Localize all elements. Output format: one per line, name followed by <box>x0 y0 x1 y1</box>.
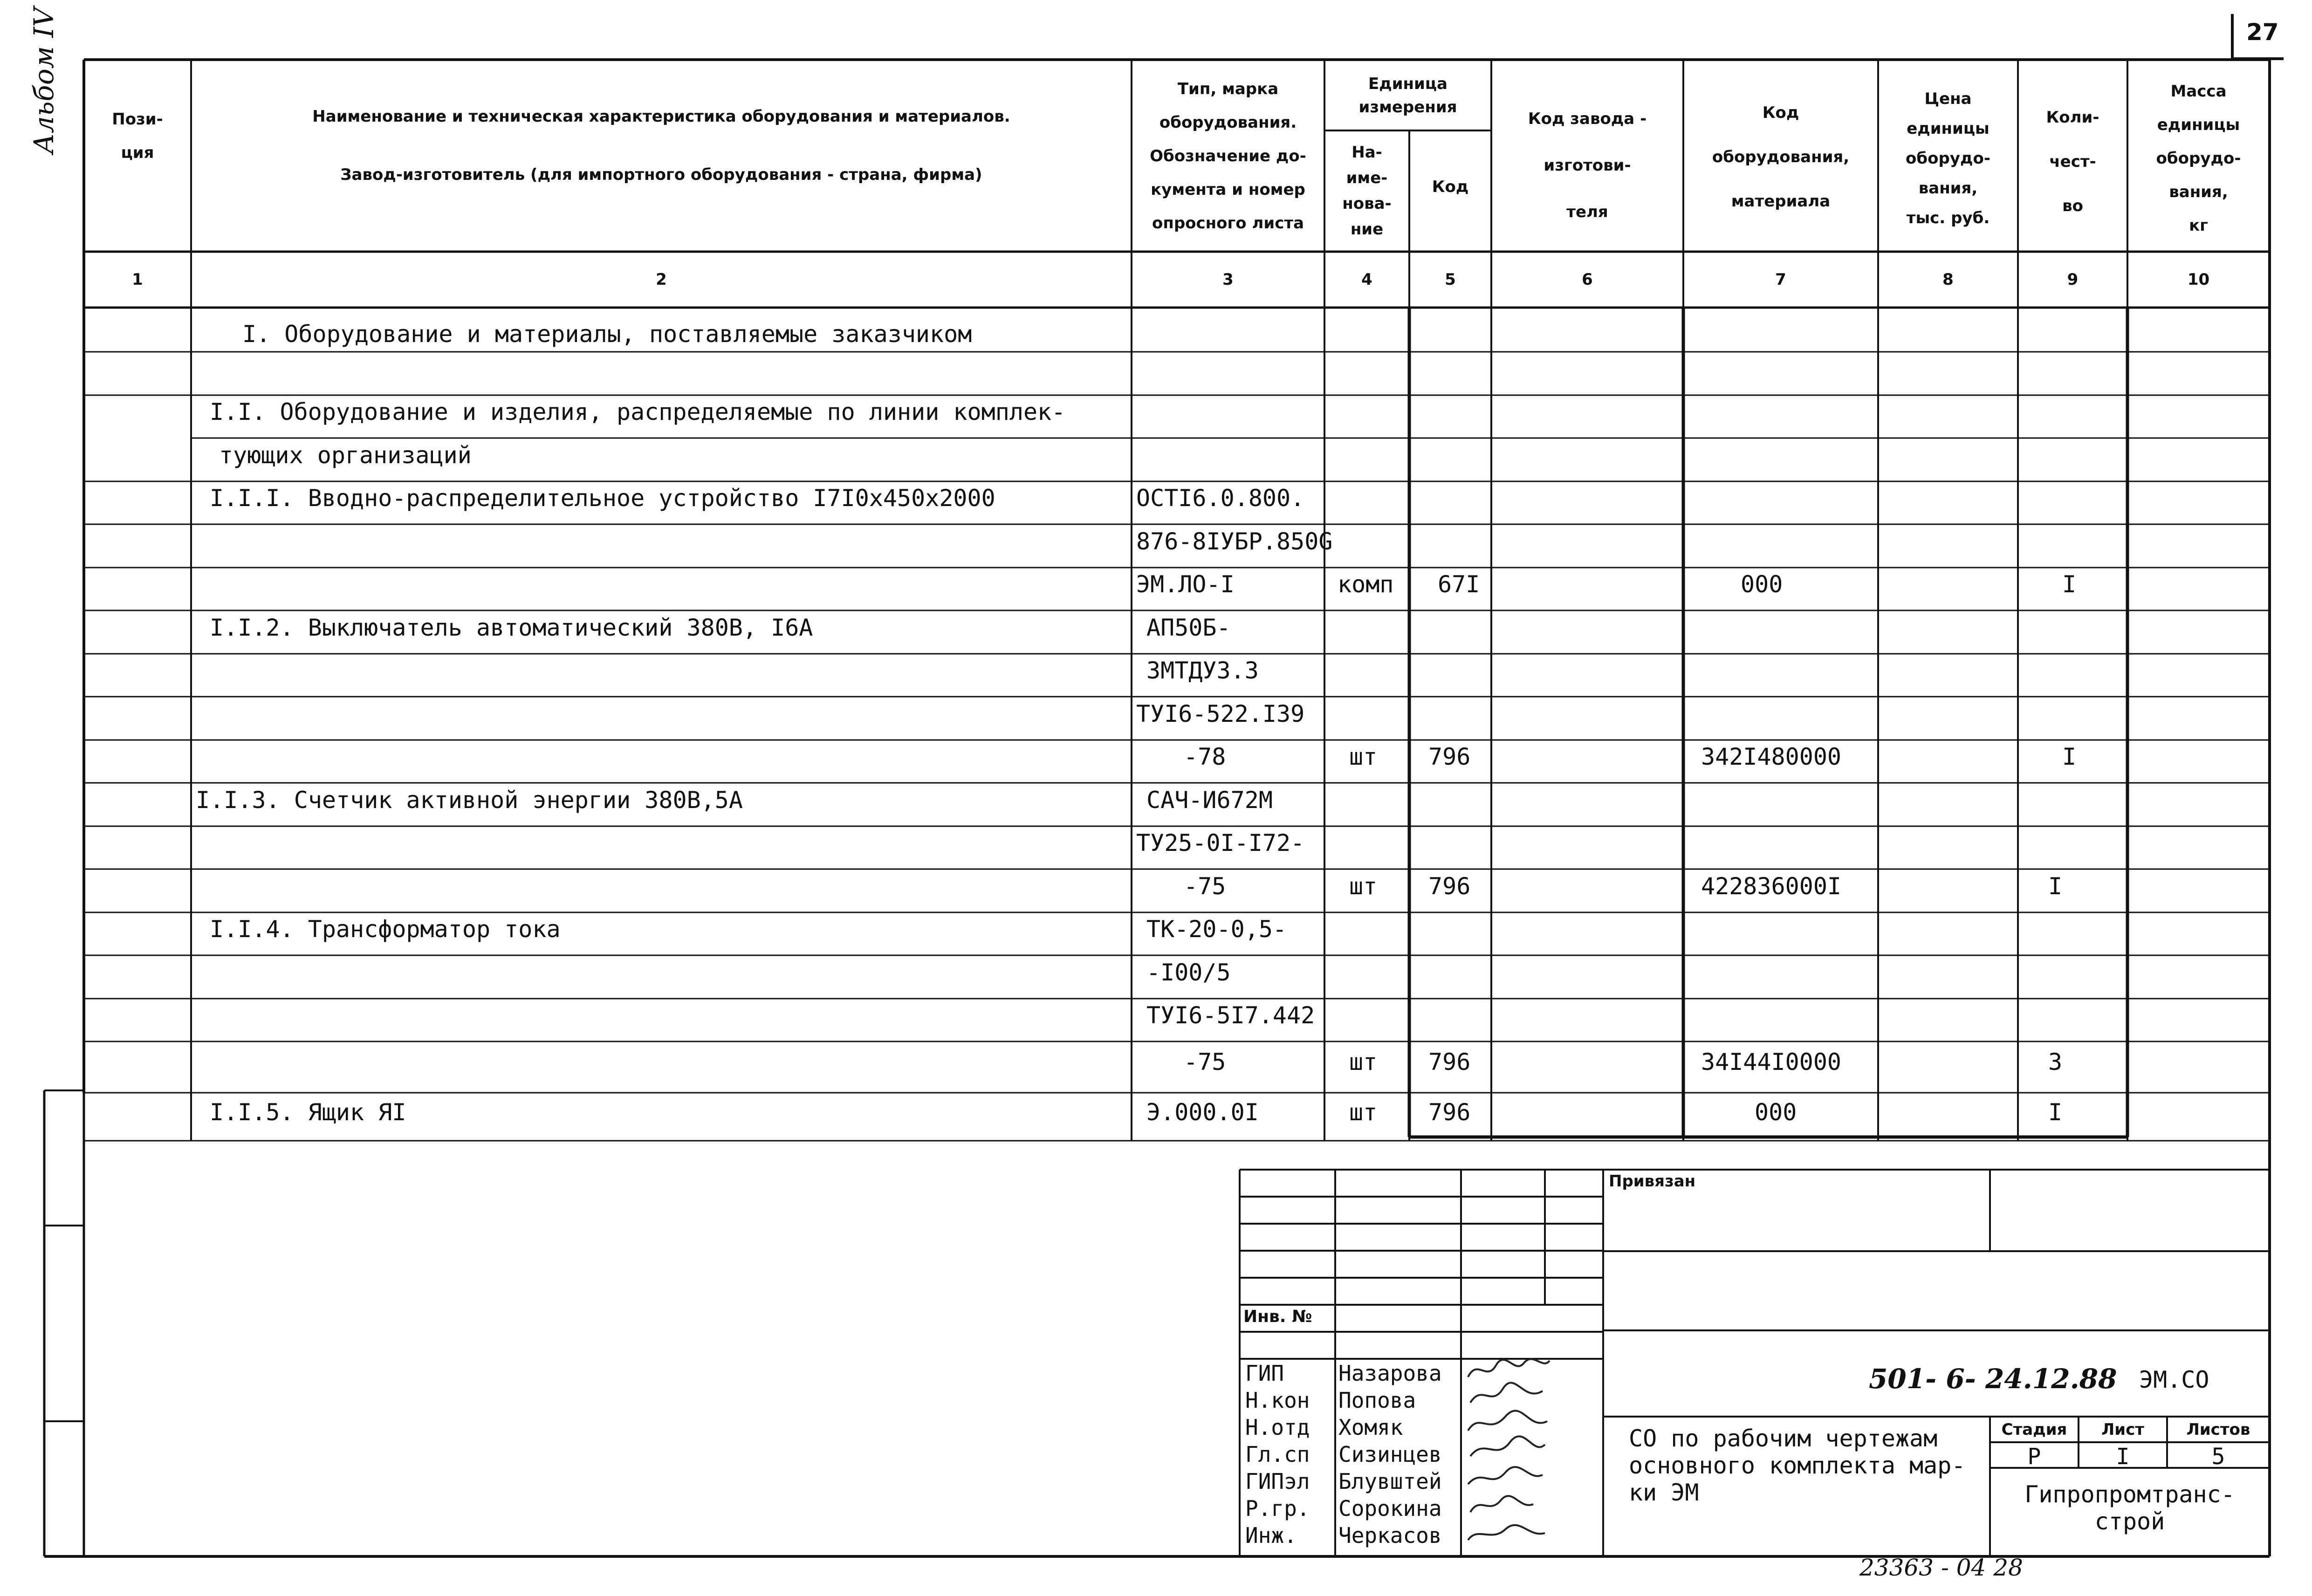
item-type: 3МТДУ3.3 <box>1146 657 1259 684</box>
inventory-number-label: Инв. № <box>1243 1307 1312 1326</box>
sheet-label: Лист <box>2101 1420 2144 1439</box>
header-type: Тип, марка оборудования. Обозначение до- кумента и номер опросного листа <box>1150 80 1306 233</box>
item-type: -78 <box>1184 743 1226 770</box>
col-number: 5 <box>1445 270 1456 289</box>
document-title: СО по рабочим чертежам основного комплекта мар- ки ЭМ <box>1629 1425 1966 1506</box>
role-n-otd: Н.отд <box>1245 1415 1310 1440</box>
sheets-value: 5 <box>2211 1444 2225 1470</box>
unit-name: шт <box>1349 873 1378 900</box>
item-type: ТУ25-0I-I72- <box>1136 829 1305 856</box>
unit-name: комп <box>1338 571 1394 598</box>
item-type: ТК-20-0,5- <box>1146 916 1287 943</box>
col-number: 6 <box>1582 270 1593 289</box>
item-type: -75 <box>1184 873 1226 900</box>
unit-code: 796 <box>1428 873 1471 900</box>
sheets-label: Листов <box>2186 1420 2250 1439</box>
item-type: ЭМ.ЛО-I <box>1136 571 1235 598</box>
header-material-code: Код оборудования, материала <box>1712 103 1850 211</box>
name-sorokina: Сорокина <box>1338 1496 1442 1521</box>
header-mass: Масса единицы оборудо- вания, кг <box>2156 82 2241 235</box>
album-label: Альбом IV <box>28 7 60 154</box>
stage-value: Р <box>2027 1444 2041 1470</box>
role-gip-el: ГИПэл <box>1245 1469 1310 1494</box>
item-type: САЧ-И672М <box>1146 787 1273 814</box>
unit-name: шт <box>1349 743 1378 770</box>
col-number: 10 <box>2187 270 2210 289</box>
col-number: 9 <box>2067 270 2079 289</box>
item-type: Э.000.0I <box>1146 1099 1259 1126</box>
organization: Гипропромтранс- строй <box>2024 1481 2235 1535</box>
col-number: 7 <box>1775 270 1786 289</box>
header-quantity: Коли- чест- во <box>2046 108 2099 215</box>
item-type: ТУI6-522.I39 <box>1136 700 1305 727</box>
item-name: I.I.4. Трансформатор тока <box>210 916 561 943</box>
role-inzh: Инж. <box>1245 1523 1297 1548</box>
quantity: 3 <box>2048 1048 2063 1075</box>
item-name: I.I.5. Ящик ЯI <box>210 1099 406 1126</box>
sheet-value: I <box>2116 1444 2130 1470</box>
header-name-line2: Завод-изготовитель (для импортного оборудования - страна, фирма) <box>340 165 982 184</box>
header-factory-code: Код завода - изготови- теля <box>1528 110 1647 221</box>
name-cherkasov: Черкасов <box>1338 1523 1442 1548</box>
quantity: I <box>2062 743 2077 770</box>
item-name: I.I.2. Выключатель автоматический 380В, I6А <box>210 614 813 641</box>
footer-number: 23363 - 04 28 <box>1859 1554 2023 1581</box>
col-number: 1 <box>132 270 143 289</box>
header-price: Цена единицы оборудо- вания, тыс. руб. <box>1906 89 1990 227</box>
attached-label: Привязан <box>1609 1172 1696 1191</box>
section-title: I. Оборудование и материалы, поставляемые заказчиком <box>242 321 972 348</box>
item-type: ТУI6-5I7.442 <box>1146 1002 1315 1029</box>
name-khomyak: Хомяк <box>1338 1415 1403 1440</box>
role-gl-sp: Гл.сп <box>1245 1442 1310 1467</box>
document-code: ЭМ.СО <box>2139 1366 2209 1393</box>
material-code: 000 <box>1755 1099 1797 1126</box>
item-type: -75 <box>1184 1048 1226 1075</box>
document-number: 501- 6- 24.12.88 <box>1869 1363 2117 1395</box>
item-type: ОСТI6.0.800. <box>1136 485 1305 512</box>
item-type: 876-8IУБР.850G <box>1136 528 1333 555</box>
role-n-kon: Н.кон <box>1245 1388 1310 1413</box>
quantity: I <box>2048 873 2063 900</box>
material-code: 342I480000 <box>1701 743 1842 770</box>
signatures <box>1463 1356 1552 1552</box>
name-bluvshtey: Блувштей <box>1338 1469 1442 1494</box>
subsection-title: I.I. Оборудование и изделия, распределяемые по линии комплек- <box>210 398 1066 425</box>
role-gip: ГИП <box>1245 1361 1284 1386</box>
item-type: АП50Б- <box>1146 614 1231 641</box>
name-sizintsev: Сизинцев <box>1338 1442 1442 1467</box>
col-number: 3 <box>1222 270 1234 289</box>
unit-name: шт <box>1349 1048 1378 1075</box>
quantity: I <box>2048 1099 2063 1126</box>
item-name: I.I.I. Вводно-распределительное устройство I7I0x450x2000 <box>210 485 995 512</box>
subsection-title-cont: тующих организаций <box>219 442 472 469</box>
col-number: 2 <box>656 270 667 289</box>
name-nazarova: Назарова <box>1338 1361 1442 1386</box>
page-number: 27 <box>2246 19 2279 46</box>
quantity: I <box>2062 571 2077 598</box>
unit-code: 796 <box>1428 743 1471 770</box>
role-r-gr: Р.гр. <box>1245 1496 1310 1521</box>
unit-code: 67I <box>1438 571 1480 598</box>
header-position: Пози- ция <box>112 110 163 162</box>
header-unit-name: На- име- нова- ние <box>1342 143 1392 239</box>
unit-name: шт <box>1349 1099 1378 1126</box>
material-code: 422836000I <box>1701 873 1842 900</box>
header-unit: Единица измерения <box>1358 75 1457 116</box>
material-code: 000 <box>1741 571 1783 598</box>
name-popova: Попова <box>1338 1388 1416 1413</box>
col-number: 4 <box>1361 270 1372 289</box>
stage-label: Стадия <box>2001 1420 2067 1439</box>
unit-code: 796 <box>1428 1099 1471 1126</box>
header-name-line1: Наименование и техническая характеристика оборудования и материалов. <box>312 107 1010 126</box>
col-number: 8 <box>1942 270 1954 289</box>
item-name: I.I.3. Счетчик активной энергии 380В,5А <box>196 787 743 814</box>
item-type: -I00/5 <box>1146 959 1231 986</box>
header-unit-code: Код <box>1432 178 1469 196</box>
unit-code: 796 <box>1428 1048 1471 1075</box>
material-code: 34I44I0000 <box>1701 1048 1842 1075</box>
